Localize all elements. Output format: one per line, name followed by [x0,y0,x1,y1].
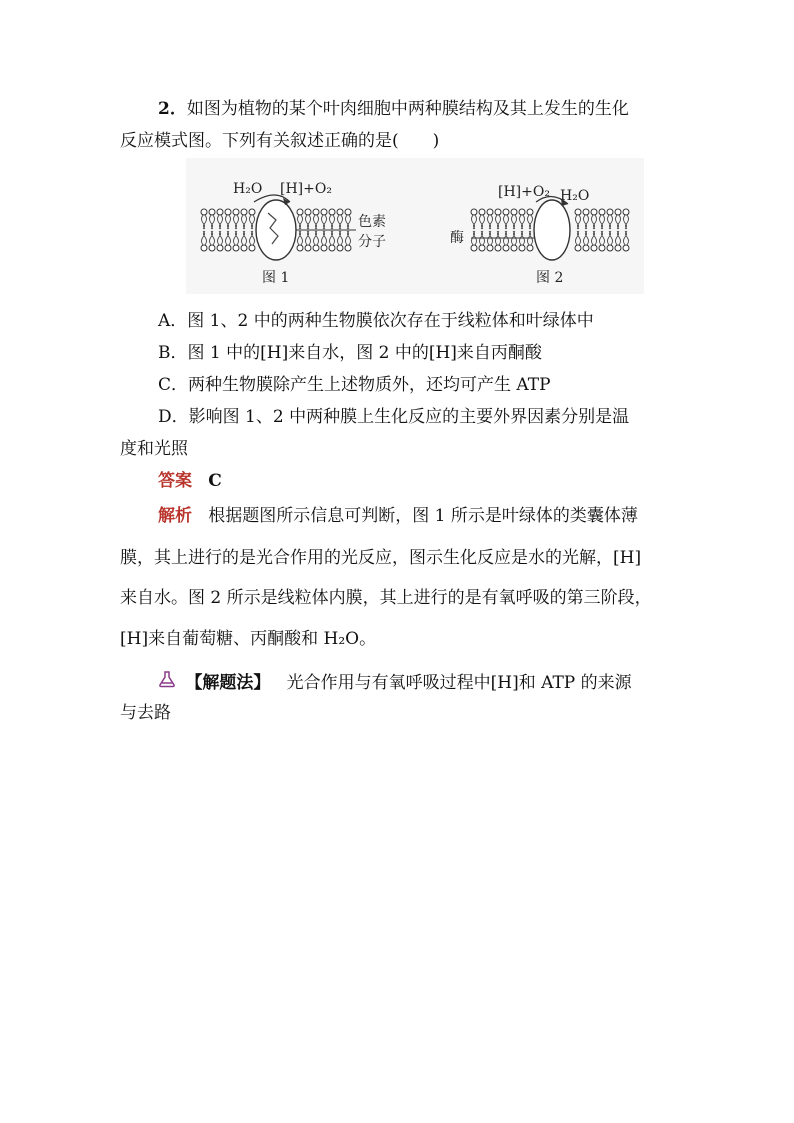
question-text-1: 如图为植物的某个叶肉细胞中两种膜结构及其上发生的生化 [186,99,629,119]
option-b: B．图 1 中的[H]来自水，图 2 中的[H]来自丙酮酸 [158,343,542,363]
lipid-head [225,209,231,215]
lipid-head [607,245,613,251]
analysis-text-1: 根据题图所示信息可判断，图 1 所示是叶绿体的类囊体薄 [208,506,638,526]
lipid-head [209,245,215,251]
lipid-head [575,209,581,215]
fig2-side-label: 酶 [450,230,464,246]
lipid-head [217,209,223,215]
fig1-side-label-1: 色素 [358,214,386,230]
lipid-head [583,209,589,215]
answer-value: C [208,471,222,491]
lipid-head [591,209,597,215]
flask-icon [158,670,180,694]
lipid-head [249,245,255,251]
lipid-head [201,209,207,215]
lipid-head [329,245,335,251]
lipid-head [337,209,343,215]
lipid-head [591,245,597,251]
lipid-head [495,245,501,251]
lipid-head [241,209,247,215]
lipid-head [233,245,239,251]
lipid-head [519,209,525,215]
lipid-head [615,209,621,215]
question-number: 2． [158,99,187,119]
lipid-head [313,245,319,251]
lipid-head [305,209,311,215]
lipid-head [599,209,605,215]
lipid-head [297,209,303,215]
fig2-caption: 图 2 [536,270,564,286]
answer-label: 答案 [158,471,192,491]
membrane-figure [186,158,644,294]
question-line-2: 反应模式图。下列有关叙述正确的是( ) [120,131,440,151]
lipid-head [321,245,327,251]
lipid-head [217,245,223,251]
answer-line [158,470,222,492]
lipid-head [471,245,477,251]
lipid-head [249,209,255,215]
lipid-head [225,245,231,251]
option-d-line-2: 度和光照 [120,439,188,459]
analysis-line-2: 膜，其上进行的是光合作用的光反应，图示生化反应是水的光解，[H] [120,548,642,568]
lipid-head [527,209,533,215]
lipid-head [503,245,509,251]
lipid-head [479,245,485,251]
fig1-side-label-2: 分子 [358,234,386,250]
method-line-1 [158,670,632,694]
lipid-head [511,245,517,251]
lipid-head [583,245,589,251]
lipid-head [623,245,629,251]
option-c: C．两种生物膜除产生上述物质外，还均可产生 ATP [158,375,551,395]
analysis-line-1 [158,505,638,527]
method-line-2: 与去路 [120,703,171,723]
fig2-right-label: H₂O [560,188,590,204]
lipid-head [623,209,629,215]
option-d-line-1: D．影响图 1、2 中两种膜上生化反应的主要外界因素分别是温 [158,407,630,427]
lipid-head [305,245,311,251]
lipid-head [495,209,501,215]
fig1-caption: 图 1 [262,270,290,286]
lipid-head [313,209,319,215]
lipid-head [599,245,605,251]
fig1-left-label: H₂O [233,181,263,197]
membrane-diagram [186,158,644,294]
lipid-head [615,245,621,251]
option-a: A．图 1、2 中的两种生物膜依次存在于线粒体和叶绿体中 [158,311,594,331]
lipid-head [503,209,509,215]
lipid-head [297,245,303,251]
lipid-head [575,245,581,251]
fig1-right-label: [H]+O₂ [280,181,332,197]
analysis-label: 解析 [158,506,192,526]
lipid-head [471,209,477,215]
question-line-1 [158,98,629,120]
lipid-head [201,245,207,251]
lipid-head [321,209,327,215]
lipid-head [209,209,215,215]
lipid-head [479,209,485,215]
method-label: 【解题法】 [185,673,271,693]
lipid-head [519,245,525,251]
lipid-head [345,209,351,215]
analysis-line-3: 来自水。图 2 所示是线粒体内膜，其上进行的是有氧呼吸的第三阶段， [120,588,652,608]
lipid-head [337,245,343,251]
lipid-head [511,209,517,215]
lipid-head [487,209,493,215]
lipid-head [233,209,239,215]
lipid-head [487,245,493,251]
fig2-left-label: [H]+O₂ [498,184,550,200]
analysis-line-4: [H]来自葡萄糖、丙酮酸和 H₂O。 [120,629,377,649]
lipid-head [345,245,351,251]
lipid-head [241,245,247,251]
lipid-head [607,209,613,215]
method-text-1: 光合作用与有氧呼吸过程中[H]和 ATP 的来源 [286,673,632,693]
lipid-head [329,209,335,215]
lipid-head [527,245,533,251]
